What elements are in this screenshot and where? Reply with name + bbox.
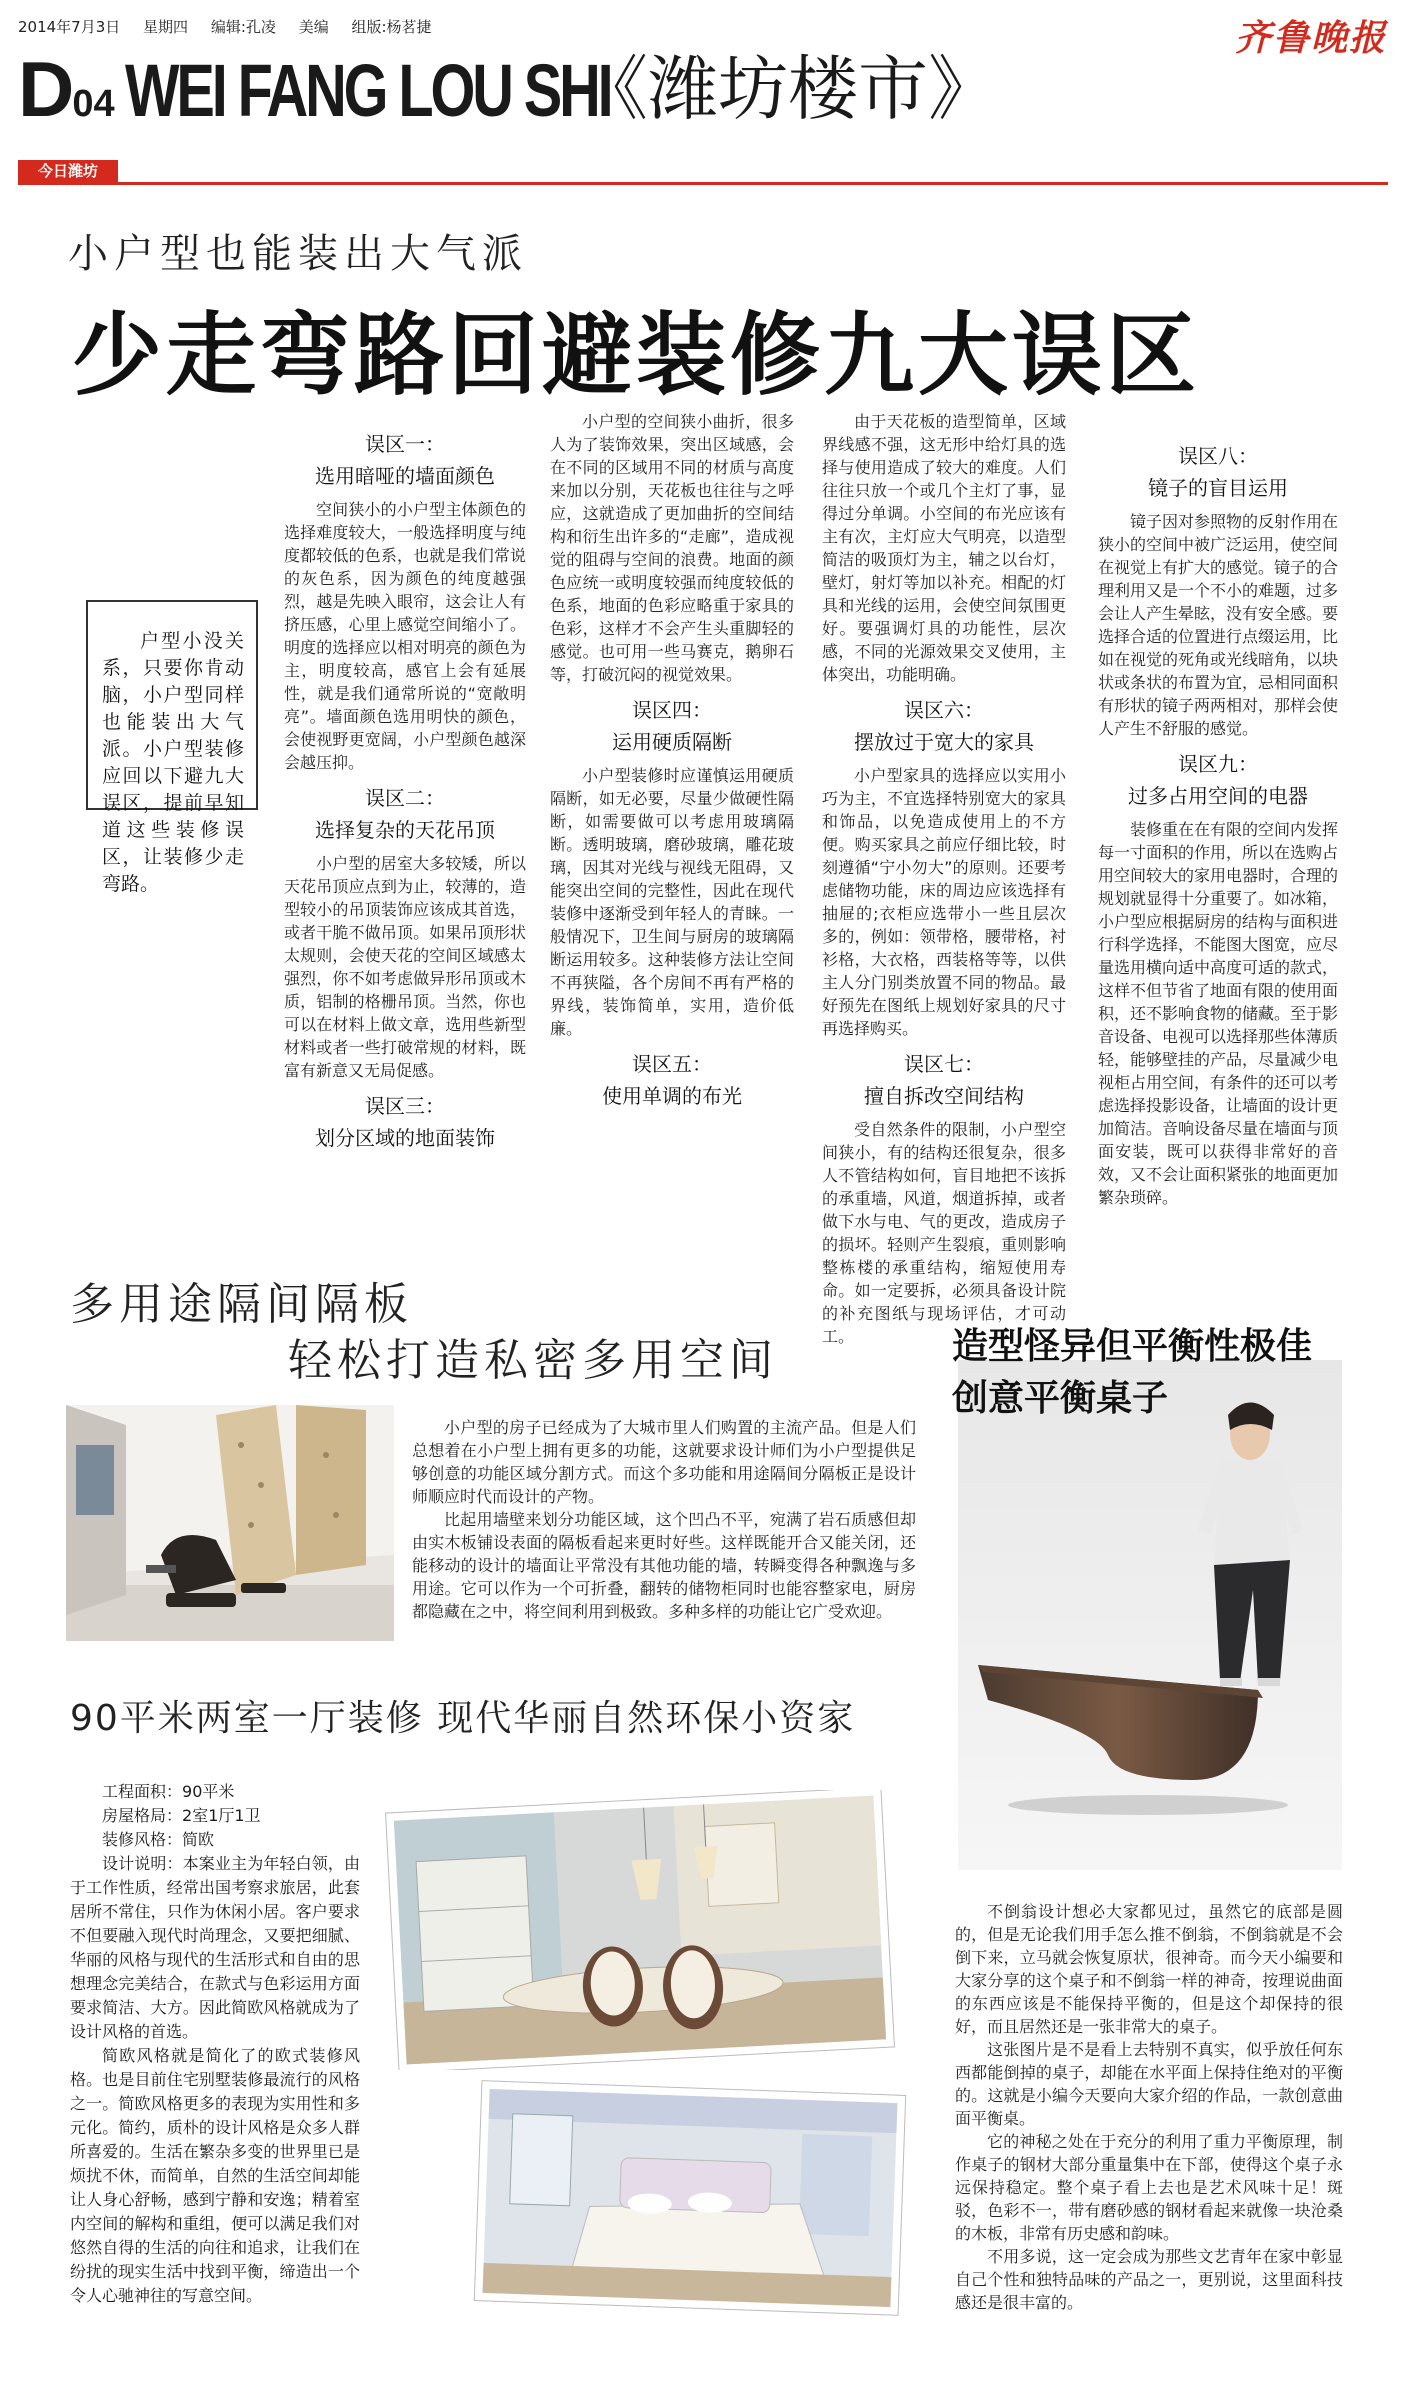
date: 2014年7月3日: [18, 18, 121, 36]
article1-column-2: [550, 410, 794, 1118]
article1-headline: 少走弯路回避装修九大误区: [72, 303, 1200, 408]
section-subheading: 镜子的盲目运用: [1148, 476, 1288, 500]
page-number: 04: [72, 83, 115, 125]
section-text: 受自然条件的限制，小户型空间狭小，有的结构还很复杂，很多人不管结构如何，盲目地把不该拆的承重墙，风道，烟道拆掉，或者做下水与电、气的更改，造成房子的损坏。轻则产生裂痕，重则影响整栋楼的承重结构，缩短使用寿命。如一定要拆，必须具备设计院的补充图纸与现场评估，才可动工。: [822, 1120, 1066, 1346]
section-heading: 误区五：: [632, 1052, 712, 1076]
article3-headline: 90平米两室一厅装修 现代华丽自然环保小资家: [70, 1698, 856, 1739]
section-heading: 误区六：: [904, 698, 984, 722]
style-note: 简欧风格就是简化了的欧式装修风格。也是目前住宅别墅装修最流行的风格之一。简欧风格更多的表现为实用性和多元化。简约，质朴的设计风格是众多人群所喜爱的。生活在繁杂多变的世界里已是烦扰不休，而简单，自然的生活空间却能让人身心舒畅，感到宁静和安逸；精着室内空间的解构和重组，便可以满足我们对悠然自得的生活的向往和追求，让我们在纷扰的现实生活中找到平衡，缔造出一个令人心驰神往的写意空间。: [70, 2046, 360, 2305]
editor: 编辑:孔凌: [210, 18, 276, 36]
section-text: 小户型家具的选择应以实用小巧为主，不宜选择特别宽大的家具和饰品，以免造成使用上的不方便。购买家具之前应仔细比较，时刻遵循“宁小勿大”的原则。还要考虑储物功能，床的周边应该选择有抽屉的;衣柜应选带小一些且层次多的，例如：领带格，腰带格，衬衫格，大衣格，西装格等等，以供主人分门别类放置不同的物品。最好预先在图纸上规划好家具的尺寸再选择购买。: [822, 766, 1066, 1038]
spec-label: 装修风格：: [102, 1830, 183, 1849]
section-text: 空间狭小的小户型主体颜色的选择难度较大，一般选择明度与纯度都较低的色系，也就是我们常说的灰色系，因为颜色的纯度越强烈，越是先映入眼帘，这会让人有挤压感，心里上感觉空间缩小了。明度的选择应以相对明亮的颜色为主，明度较高，感官上会有延展性，就是我们通常所说的“宽敞明亮”。墙面颜色选用明快的颜色，会使视野更宽阔，小户型颜色越深会越压抑。: [284, 500, 526, 772]
section-text: 由于天花板的造型简单，区域界线感不强，这无形中给灯具的选择与使用造成了较大的难度。人们往往只放一个或几个主灯了事，显得过分单调。小空间的布光应该有主有次，主灯应大气明亮，以造型简洁的吸顶灯为主，辅之以台灯，壁灯，射灯等加以补充。相配的灯具和光线的运用，会使空间氛围更好。要强调灯具的功能性，层次感，不同的光源效果交叉使用，主体突出，功能明确。: [822, 412, 1066, 684]
design-note: 设计说明：本案业主为年轻白领，由于工作性质，经常出国考察求旅居，此套居所不常住，只作为休闲小居。客户要求不但要融入现代时尚理念，又要把细腻、华丽的风格与现代的生活形式和自由的思想理念完美结合，在款式与色彩运用方面要求简洁、大方。因此简欧风格就成为了设计风格的首选。: [70, 1854, 360, 2041]
page-header: [18, 45, 998, 133]
section-text: 镜子因对参照物的反射作用在狭小的空间中被广泛运用，使空间在视觉上有扩大的感觉。镜子的合理利用又是一个不小的难题，过多会让人产生晕眩，没有安全感。要选择合适的位置进行点缀运用，比如在视觉的死角或光线暗角，以块状或条状的布置为宜，忌相同面积有形状的镜子两两相对，那样会使人产生不舒服的感觉。: [1098, 512, 1339, 738]
designer: 美编: [298, 18, 329, 36]
section-tag: 今日潍坊: [18, 160, 118, 182]
section-text: 小户型的空间狭小曲折，很多人为了装饰效果，突出区域感，会在不同的区域用不同的材质与高度来加以分别，天花板也往往与之呼应，这就造成了更加曲折的空间结构和衍生出许多的“走廊”，造成视觉的阻碍与空间的浪费。地面的颜色应统一或明度较强而纯度较低的色系，地面的色彩应略重于家具的色彩，这样才不会产生头重脚轻的感觉。也可用一些马赛克，鹅卵石等，打破沉闷的视觉效果。: [550, 412, 794, 684]
dining-room-photo: [380, 1790, 900, 2070]
page-letter: D: [18, 45, 73, 133]
article2-headline-line1: 多用途隔间隔板: [70, 1279, 413, 1330]
section-subheading: 过多占用空间的电器: [1128, 784, 1308, 808]
article2-body: [412, 1416, 916, 1623]
section-subheading: 选择复杂的天花吊顶: [315, 818, 495, 842]
spec-row: [70, 1804, 360, 1828]
article4-headline-line2: 创意平衡桌子: [952, 1378, 1169, 1419]
section-heading: 误区八：: [1178, 444, 1258, 468]
newspaper-logo: 齐鲁晚报: [1234, 17, 1387, 59]
article4-paragraph: 不用多说，这一定会成为那些文艺青年在家中彰显自己个性和独特品味的产品之一，更别说，这里面科技感还是很丰富的。: [955, 2247, 1343, 2312]
article4-paragraph: 这张图片是不是看上去特别不真实，似乎放任何东西都能倒掉的桌子，却能在水平面上保持住绝对的平衡的。这就是小编今天要向大家介绍的作品，一款创意曲面平衡桌。: [955, 2040, 1343, 2128]
article1-column-4: [1098, 432, 1338, 1209]
section-text: 装修重在在有限的空间内发挥每一寸面积的作用，所以在选购占用空间较大的家用电器时，合理的规划就显得十分重要了。如冰箱，小户型应根据厨房的结构与面积进行科学选择，不能图大图宽，应尽量选用横向适中高度可适的款式，这样不但节省了地面有限的使用面积，还不影响食物的储藏。至于影音设备、电视可以选择那些体薄质轻，能够壁挂的产品，尽量减少电视柜占用空间，有条件的还可以考虑选择投影设备，让墙面的设计更加简洁。音响设备尽量在墙面与顶面安装，既可以获得非常好的音效，又不会让面积紧张的地面更加繁杂琐碎。: [1098, 820, 1339, 1207]
living-room-partition-photo: [66, 1405, 394, 1641]
article3-body: [70, 1780, 360, 2308]
section-heading: 误区四：: [632, 698, 712, 722]
article1-subtitle: 小户型也能装出大气派: [68, 231, 528, 277]
section-heading: 误区七：: [904, 1052, 984, 1076]
section-text: 小户型装修时应谨慎运用硬质隔断，如无必要，尽量少做硬性隔断，如需要做可以考虑用玻璃隔断。透明玻璃，磨砂玻璃，雕花玻璃，因其对光线与视线无阻碍，又能突出空间的完整性，因此在现代装修中逐渐受到年轻人的青睐。一般情况下，卫生间与厨房的玻璃隔断运用较多。这种装修方法让空间不再狭隘，各个房间不再有严格的界线，装饰简单，实用，造价低廉。: [550, 766, 794, 1038]
article4-headline-line1: 造型怪异但平衡性极佳: [952, 1326, 1313, 1367]
proofreader: 组版:杨茗捷: [351, 18, 432, 36]
spec-label: 房屋格局：: [102, 1806, 183, 1825]
section-subheading: 使用单调的布光: [602, 1084, 742, 1108]
article4-paragraph: 它的神秘之处在于充分的利用了重力平衡原理，制作桌子的钢材大部分重量集中在下部，使得这个桌子永远保持稳定。整个桌子看上去也是艺术风味十足！斑驳，色彩不一，带有磨砂感的钢材看起来就像一块沧桑的木板，非常有历史感和韵味。: [955, 2132, 1343, 2243]
article2-paragraph: 比起用墙壁来划分功能区域，这个凹凸不平，宛满了岩石质感但却由实木板铺设表面的隔板看起来更时好些。这样既能开合又能关闭，还能移动的设计的墙面让平常没有其他功能的墙，转瞬变得各种飘逸与多用途。它可以作为一个可折叠，翻转的储物柜同时也能容整家电，厨房都隐藏在之中，将空间利用到极致。多种多样的功能让它广受欢迎。: [412, 1510, 916, 1621]
section-heading: 误区二：: [365, 786, 445, 810]
section-subheading: 选用暗哑的墙面颜色: [315, 464, 495, 488]
section-title: 《潍坊楼市》: [578, 50, 998, 128]
spec-label: 工程面积：: [102, 1782, 183, 1801]
spec-value: 2室1厅1卫: [182, 1806, 261, 1825]
article1-column-1: [284, 420, 526, 1160]
article4-paragraph: 不倒翁设计想必大家都见过，虽然它的底部是圆的，但是无论我们用手怎么推不倒翁，不倒翁就是不会倒下来，立马就会恢复原状，很神奇。而今天小编要和大家分享的这个桌子和不倒翁一样的神奇，按理说曲面的东西应该是不能保持平衡的，但是这个却保持的很好，而且居然还是一张非常大的桌子。: [955, 1902, 1343, 2036]
section-text: 小户型的居室大多较矮，所以天花吊顶应点到为止，较薄的，造型较小的吊顶装饰应该成其首选，或者干脆不做吊顶。如果吊顶形状太规则，会使天花的空间区域感太强烈，你不如考虑做异形吊顶或木质，铝制的格栅吊顶。当然，你也可以在材料上做文章，选用些新型材料或者一些打破常规的材料，既富有新意又无局促感。: [284, 854, 526, 1080]
section-subheading: 运用硬质隔断: [612, 730, 732, 754]
masthead-meta: [18, 16, 450, 37]
weekday: 星期四: [143, 18, 189, 36]
article1-intro-box: [86, 600, 258, 895]
article1-column-3: [822, 410, 1066, 1348]
spec-row: [70, 1828, 360, 1852]
section-heading: 误区九：: [1178, 752, 1258, 776]
spec-row: [70, 1780, 360, 1804]
intro-text: 户型小没关系，只要你肯动脑，小户型同样也能装出大气派。小户型装修应回以下避九大误区，提前早知道这些装修误区，让装修少走弯路。: [102, 630, 244, 895]
latin-title: WEI FANG LOU SHI: [124, 49, 611, 132]
spec-value: 90平米: [182, 1782, 235, 1801]
section-heading: 误区三：: [365, 1094, 445, 1118]
section-heading: 误区一：: [365, 432, 445, 456]
section-subheading: 摆放过于宽大的家具: [854, 730, 1034, 754]
article4-body: [955, 1900, 1343, 2314]
header-rule: [18, 182, 1388, 185]
bedroom-photo: [470, 2080, 910, 2316]
spec-value: 简欧: [182, 1830, 215, 1849]
balance-table-photo: [958, 1360, 1342, 1870]
section-subheading: 擅自拆改空间结构: [864, 1084, 1024, 1108]
article2-paragraph: 小户型的房子已经成为了大城市里人们购置的主流产品。但是人们总想着在小户型上拥有更多的功能，这就要求设计师们为小户型提供足够创意的功能区域分割方式。而这个多功能和用途隔间分隔板正是设计师顺应时代而设计的产物。: [412, 1418, 916, 1506]
section-subheading: 划分区域的地面装饰: [315, 1126, 495, 1150]
article2-headline-line2: 轻松打造私密多用空间: [288, 1335, 778, 1386]
